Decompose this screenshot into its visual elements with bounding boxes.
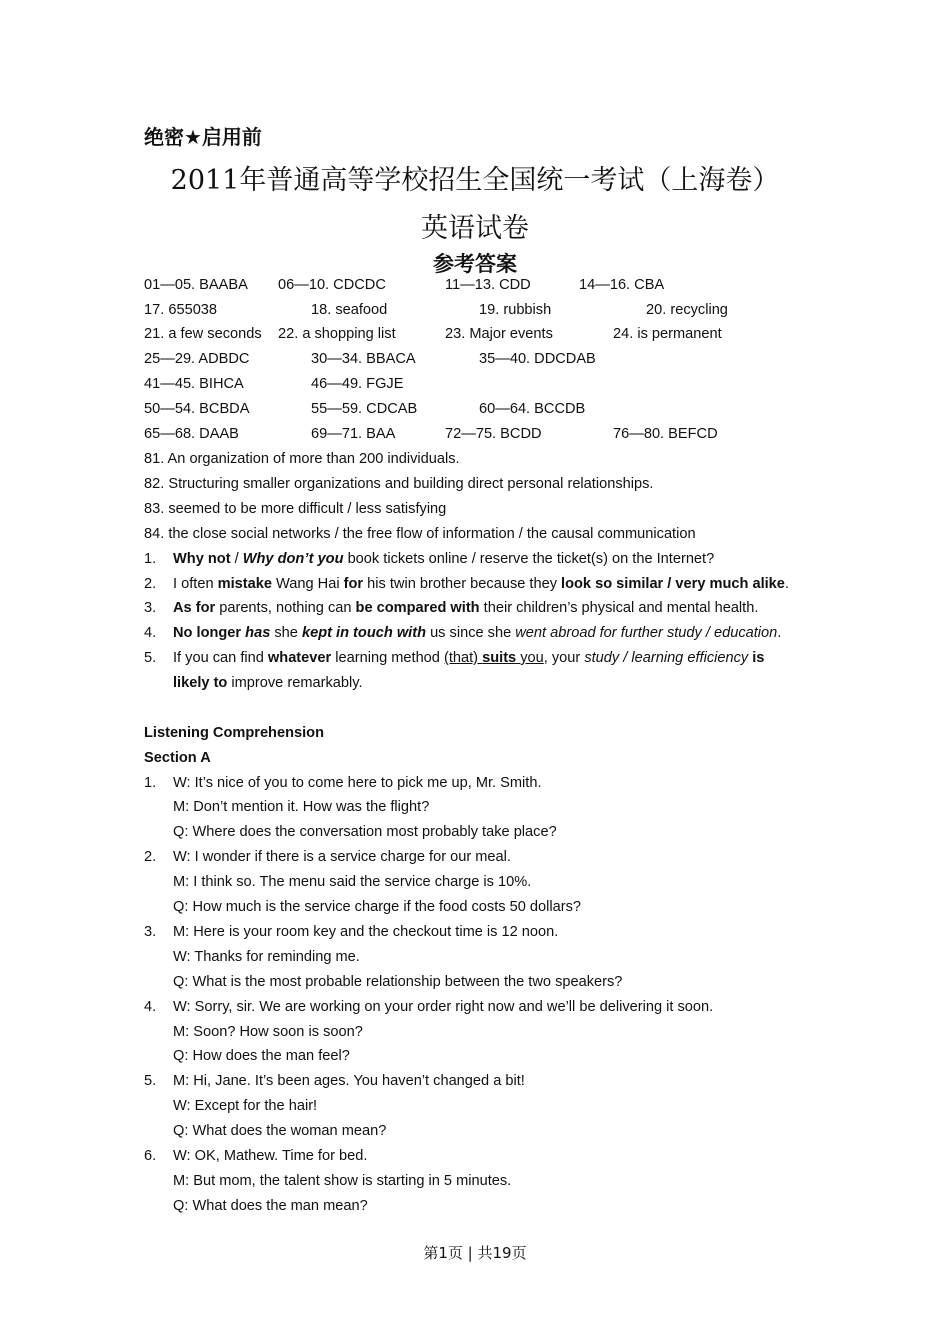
page-footer: 第1页 | 共19页	[423, 1244, 527, 1262]
answer-cell: 19. rubbish	[479, 302, 552, 318]
item-number: 4.	[144, 625, 157, 641]
item-number: 6.	[144, 1148, 157, 1164]
answer-cell: 50—54. BCBDA	[144, 401, 250, 417]
translation-text: As for parents, nothing can be compared with their children’s physical and mental health.	[173, 600, 759, 616]
translation-text: Why not / Why don’t you book tickets online / reserve the ticket(s) on the Internet?	[173, 551, 715, 567]
answer-cell: 65—68. DAAB	[144, 426, 239, 442]
translation-text: I often mistake Wang Hai for his twin brother because they look so similar / very much alike.	[173, 576, 789, 592]
item-number: 1.	[144, 551, 157, 567]
answer-cell: 41—45. BIHCA	[144, 376, 244, 392]
answer-cell: 35—40. DDCDAB	[479, 351, 596, 367]
item-number: 2.	[144, 849, 157, 865]
answer-cell: 72—75. BCDD	[445, 426, 542, 442]
item-number: 3.	[144, 924, 157, 940]
answer-cell: 60—64. BCCDB	[479, 401, 586, 417]
short-answer: 83. seemed to be more difficult / less satisfying	[144, 501, 447, 517]
answer-cell: 55—59. CDCAB	[311, 401, 418, 417]
secret-label: 绝密★启用前	[144, 125, 262, 149]
item-number: 5.	[144, 1073, 157, 1089]
answer-cell: 06—10. CDCDC	[278, 277, 386, 293]
translation-text: No longer has she kept in touch with us since she went abroad for further study / education.	[173, 625, 782, 641]
section-subheading: Section A	[144, 750, 211, 766]
answer-cell: 24. is permanent	[613, 326, 722, 342]
document-page: 绝密★启用前 2011年普通高等学校招生全国统一考试（上海卷） 英语试卷 参考答案 01—05. BAABA 06—10. CDCDC 11—13. CDD 14—16. CBA 17. 655038 18. seafood 19. rubbish 20. recycling 21. a few seconds 22. a shopping list 23. Major events 24. is permanent 25—29. ADBDC 30—34. BBACA 35—40. DDCDAB 41—45. BIHCA 46—49. FGJE 50—54. BCBDA 55—59. CDCAB 60—64. BCCDB 65—68. DAAB 69—71. BAA 72—75. BCDD 76—80. BEFCD 81. An organization of more than 200 individuals. 82. Structuring smaller organizations and building direct personal relationships. 83. seemed to be more difficult / less satisfying 84. the close social networks / the free flow of information / the causal communication 1. Why not / Why don’t you book tickets online / reserve the ticket(s) on the Internet? 2. I often mistake Wang Hai for his twin brother because they look so similar / very much alike. 3. As for parents, nothing can be compared with their children’s physical and mental health. 4. No longer has she kept in touch with us since she went abroad for further study / education. 5. If you can find whatever learning method (that) suits you, your study / learning efficiency is likely to improve remarkably. Listening Comprehension Section A 1. W: It’s nice of you to come here to pick me up, Mr. Smith. M: Don’t mention it. How was the flight? Q: Where does the conversation most probably take place? 2. W: I wonder if there is a service charge for our meal. M: I think so. The menu said the service charge is 10%. Q: How much is the service charge if the food costs 50 dollars? 3. M: Here is your room key and the checkout time is 12 noon. W: Thanks for reminding me. Q: What is the most probable relationship between the two speakers? 4. W: Sorry, sir. We are working on your order right now and we’ll be delivering it soon. M: Soon? How soon is soon? Q: How does the man feel? 5. M: Hi, Jane. It’s been ages. You haven’t changed a bit! W: Except for the hair! Q: What does the woman mean? 6. W: OK, Mathew. Time for bed. M: But mom, the talent show is starting in 5 minutes. Q: What does the man mean? 第1页 | 共19页	[0, 0, 950, 1344]
answer-cell: 20. recycling	[646, 302, 728, 318]
short-answer: 84. the close social networks / the free flow of information / the causal communication	[144, 526, 696, 542]
short-answer: 82. Structuring smaller organizations and building direct personal relationships.	[144, 476, 654, 492]
answer-cell: 23. Major events	[445, 326, 553, 342]
item-number: 5.	[144, 650, 157, 666]
item-number: 3.	[144, 600, 157, 616]
answer-cell: 30—34. BBACA	[311, 351, 416, 367]
answer-cell: 69—71. BAA	[311, 426, 396, 442]
translation-text: likely to improve remarkably.	[173, 675, 363, 691]
item-number: 2.	[144, 576, 157, 592]
exam-title: 2011年普通高等学校招生全国统一考试（上海卷）	[170, 165, 780, 196]
short-answer: 81. An organization of more than 200 individuals.	[144, 451, 460, 467]
item-number: 1.	[144, 775, 157, 791]
answer-cell: 11—13. CDD	[445, 277, 531, 293]
answer-cell: 18. seafood	[311, 302, 388, 318]
translation-text: If you can find whatever learning method (that) suits you, your study / learning efficiency is	[173, 650, 765, 666]
answer-cell: 01—05. BAABA	[144, 277, 248, 293]
answer-cell: 17. 655038	[144, 302, 218, 318]
answer-cell: 76—80. BEFCD	[613, 426, 718, 442]
answers-heading: 参考答案	[433, 252, 517, 276]
answer-cell: 25—29. ADBDC	[144, 351, 250, 367]
subject-title: 英语试卷	[421, 213, 529, 244]
answer-cell: 46—49. FGJE	[311, 376, 404, 392]
answer-cell: 21. a few seconds	[144, 326, 262, 342]
answer-cell: 14—16. CBA	[579, 277, 665, 293]
item-number: 4.	[144, 999, 157, 1015]
section-heading: Listening Comprehension	[144, 725, 324, 741]
answer-cell: 22. a shopping list	[278, 326, 396, 342]
